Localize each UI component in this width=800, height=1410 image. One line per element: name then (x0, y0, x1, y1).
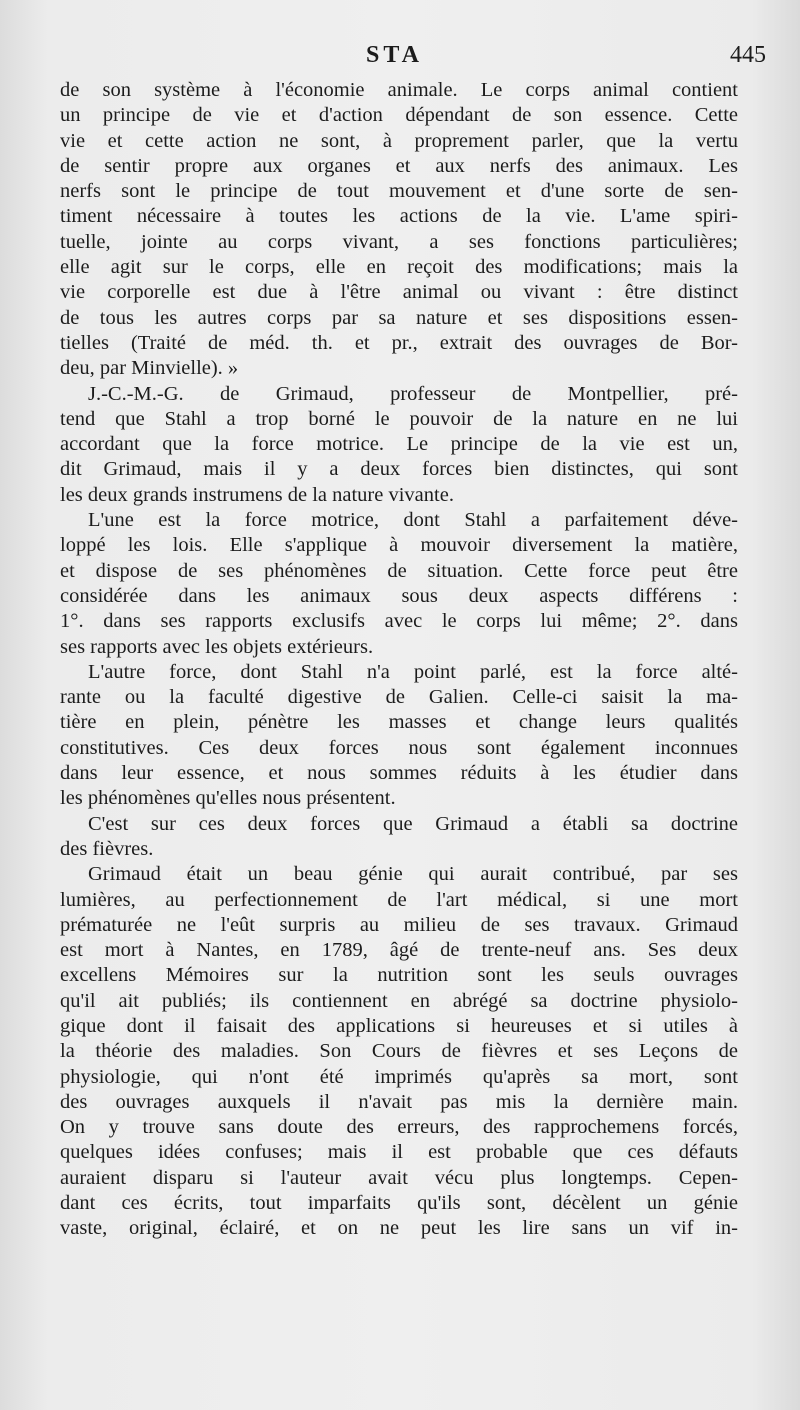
text-line: prématurée ne l'eût surpris au milieu de ses travaux. Grimaud (60, 913, 738, 936)
citation-line: deu, par Minvielle). » (60, 357, 239, 380)
text-line: qu'il ait publiés; ils contiennent en abrégé sa doctrine physiolo- (60, 989, 738, 1012)
text-line: de tous les autres corps par sa nature et ses dispositions essen- (60, 306, 738, 329)
text-line: loppé les lois. Elle s'applique à mouvoir diversement la matière, (60, 534, 738, 557)
paragraph-start: L'autre force, dont Stahl n'a point parlé, est la force alté- (88, 660, 738, 683)
text-line: lumières, au perfectionnement de l'art médical, si une mort (60, 888, 738, 911)
text-line: tuelle, jointe au corps vivant, a ses fonctions particulières; (60, 230, 738, 253)
text-line: quelques idées confuses; mais il est probable que ces défauts (60, 1141, 738, 1164)
paragraph-start: J.-C.-M.-G. de Grimaud, professeur de Montpellier, pré- (88, 382, 738, 405)
text-line: 1°. dans ses rapports exclusifs avec le corps lui même; 2°. dans (60, 610, 738, 633)
page-number: 445 (730, 42, 766, 68)
text-line: accordant que la force motrice. Le principe de la vie est un, (60, 433, 738, 456)
text-line: auraient disparu si l'auteur avait vécu plus longtemps. Cepen- (60, 1166, 738, 1189)
text-line: ses rapports avec les objets extérieurs. (60, 635, 374, 658)
text-line: un principe de vie et d'action dépendant de son essence. Cette (60, 104, 738, 127)
paragraph-start: L'une est la force motrice, dont Stahl a parfaitement déve- (88, 509, 738, 532)
text-line: vaste, original, éclairé, et on ne peut les lire sans un vif in- (60, 1217, 738, 1240)
text-line: dant ces écrits, tout imparfaits qu'ils sont, décèlent un génie (60, 1192, 738, 1215)
text-line: excellens Mémoires sur la nutrition sont les seuls ouvrages (60, 964, 738, 987)
text-line: tière en plein, pénètre les masses et change leurs qualités (60, 711, 738, 734)
text-line: constitutives. Ces deux forces nous sont également inconnues (60, 736, 738, 759)
text-line: la théorie des maladies. Son Cours de fièvres et ses Leçons de (60, 1040, 738, 1063)
text-line: dans leur essence, et nous sommes réduits à les étudier dans (60, 762, 738, 785)
paragraph-start: Grimaud était un beau génie qui aurait contribué, par ses (88, 863, 738, 886)
text-line: et dispose de ses phénomènes de situation. Cette force peut être (60, 559, 738, 582)
text-line: considérée dans les animaux sous deux aspects différens : (60, 584, 738, 607)
text-line: est mort à Nantes, en 1789, âgé de trente-neuf ans. Ses deux (60, 939, 738, 962)
body-text (60, 78, 738, 1242)
text-line: gique dont il faisait des applications si heureuses et si utiles à (60, 1014, 738, 1037)
text-line: les phénomènes qu'elles nous présentent. (60, 787, 396, 810)
text-line: des fièvres. (60, 837, 154, 860)
text-line: physiologie, qui n'ont été imprimés qu'après sa mort, sont (60, 1065, 738, 1088)
text-line: vie corporelle est due à l'être animal ou vivant : être distinct (60, 281, 738, 304)
text-line: rante ou la faculté digestive de Galien. Celle-ci saisit la ma- (60, 686, 738, 709)
text-line: de sentir propre aux organes et aux nerfs des animaux. Les (60, 154, 738, 177)
text-line: vie et cette action ne sont, à proprement parler, que la vertu (60, 129, 738, 152)
text-line: On y trouve sans doute des erreurs, des rapprochemens forcés, (60, 1116, 738, 1139)
citation-line: tielles (Traité de méd. th. et pr., extrait des ouvrages de Bor- (60, 331, 738, 354)
page-header (0, 42, 800, 78)
text-line: des ouvrages auxquels il n'avait pas mis la dernière main. (60, 1090, 738, 1113)
text-line: les deux grands instrumens de la nature vivante. (60, 483, 454, 506)
text-line: tend que Stahl a trop borné le pouvoir de la nature en ne lui (60, 407, 738, 430)
text-line: dit Grimaud, mais il y a deux forces bien distinctes, qui sont (60, 458, 738, 481)
text-line: elle agit sur le corps, elle en reçoit des modifications; mais la (60, 256, 738, 279)
paragraph-start: C'est sur ces deux forces que Grimaud a établi sa doctrine (88, 812, 738, 835)
text-line: de son système à l'économie animale. Le corps animal contient (60, 79, 738, 101)
running-head: STA (366, 42, 423, 68)
text-line: timent nécessaire à toutes les actions de la vie. L'ame spiri- (60, 205, 738, 228)
text-line: nerfs sont le principe de tout mouvement et d'une sorte de sen- (60, 180, 738, 203)
